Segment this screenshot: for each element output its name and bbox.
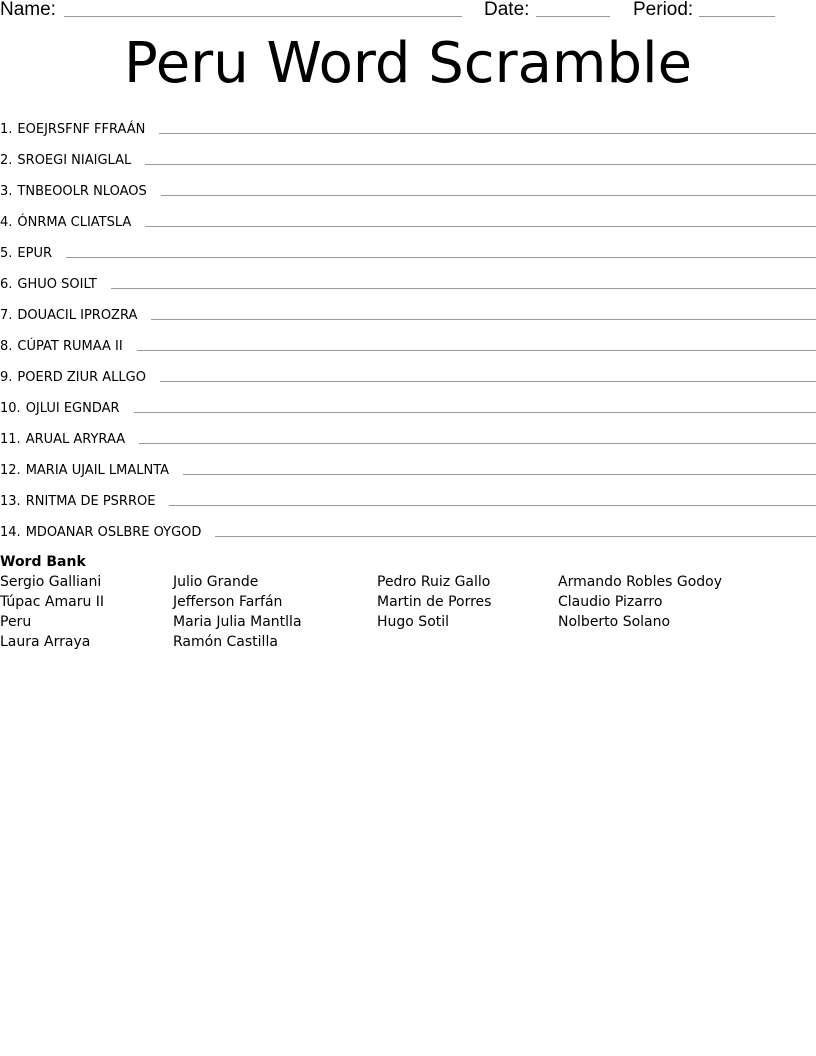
scrambled-word: OJLUI EGNDAR — [25, 401, 120, 416]
scrambled-word: CÚPAT RUMAA II — [17, 339, 123, 354]
word-bank-item: Ramón Castilla — [173, 634, 278, 650]
puzzle-row — [0, 389, 816, 420]
puzzle-row — [0, 296, 816, 327]
word-bank-item: Peru — [0, 614, 32, 630]
scrambled-word: SROEGI NIAIGLAL — [17, 153, 132, 168]
word-bank-item: Sergio Galliani — [0, 574, 102, 590]
puzzle-number: 1. — [0, 122, 13, 137]
word-bank-item: Hugo Sotil — [377, 614, 450, 630]
answer-line[interactable] — [161, 195, 816, 196]
puzzle-row — [0, 265, 816, 296]
scrambled-word: DOUACIL IPROZRA — [17, 308, 138, 323]
name-label: Name: — [0, 0, 56, 20]
answer-line[interactable] — [215, 536, 816, 537]
puzzle-number: 2. — [0, 153, 13, 168]
puzzle-number: 5. — [0, 246, 13, 261]
answer-line[interactable] — [137, 350, 816, 351]
puzzle-number: 6. — [0, 277, 13, 292]
word-bank-item: Maria Julia Mantlla — [173, 614, 302, 630]
puzzle-number: 7. — [0, 308, 13, 323]
word-bank-item: Julio Grande — [173, 574, 259, 590]
date-label: Date: — [484, 0, 530, 20]
period-label: Period: — [633, 0, 694, 20]
puzzle-row — [0, 203, 816, 234]
puzzle-number: 13. — [0, 494, 21, 509]
scrambled-word: RNITMA DE PSRROE — [25, 494, 156, 509]
answer-line[interactable] — [145, 226, 816, 227]
puzzle-number: 14. — [0, 525, 21, 540]
answer-line[interactable] — [111, 288, 816, 289]
answer-line[interactable] — [139, 443, 816, 444]
scrambled-word: EPUR — [17, 246, 53, 261]
word-bank-item: Laura Arraya — [0, 634, 91, 650]
answer-line[interactable] — [183, 474, 816, 475]
answer-line[interactable] — [160, 381, 816, 382]
word-bank — [0, 573, 816, 653]
answer-line[interactable] — [159, 133, 816, 134]
answer-line[interactable] — [145, 164, 816, 165]
puzzle-number: 10. — [0, 401, 21, 416]
scrambled-word: MARIA UJAIL LMALNTA — [25, 463, 170, 478]
scrambled-word: GHUO SOILT — [17, 277, 97, 292]
answer-line[interactable] — [151, 319, 816, 320]
word-bank-column — [377, 573, 491, 633]
period-input-line[interactable] — [699, 16, 775, 17]
puzzle-row — [0, 172, 816, 203]
puzzle-row — [0, 451, 816, 482]
word-bank-column — [558, 573, 722, 633]
answer-line[interactable] — [66, 257, 816, 258]
name-input-line[interactable] — [64, 16, 462, 17]
word-bank-column — [0, 573, 104, 653]
word-bank-item: Pedro Ruiz Gallo — [377, 574, 491, 590]
puzzle-row — [0, 327, 816, 358]
date-input-line[interactable] — [536, 16, 610, 17]
puzzle-number: 8. — [0, 339, 13, 354]
word-bank-item: Claudio Pizarro — [558, 594, 663, 610]
puzzle-row — [0, 110, 816, 141]
scrambled-word: ÓNRMA CLIATSLA — [17, 215, 132, 230]
answer-line[interactable] — [134, 412, 816, 413]
puzzle-number: 9. — [0, 370, 13, 385]
word-bank-item: Martin de Porres — [377, 594, 492, 610]
answer-line[interactable] — [169, 505, 816, 506]
puzzle-row — [0, 234, 816, 265]
puzzle-row — [0, 482, 816, 513]
scrambled-word: MDOANAR OSLBRE OYGOD — [25, 525, 202, 540]
puzzle-number: 11. — [0, 432, 21, 447]
puzzle-list — [0, 110, 816, 544]
puzzle-number: 12. — [0, 463, 21, 478]
word-bank-title: Word Bank — [0, 554, 86, 570]
puzzle-row — [0, 358, 816, 389]
page-title: Peru Word Scramble — [123, 31, 693, 96]
word-bank-item: Nolberto Solano — [558, 614, 671, 630]
word-bank-column — [173, 573, 302, 653]
scrambled-word: ARUAL ARYRAA — [25, 432, 126, 447]
word-bank-item: Armando Robles Godoy — [558, 574, 723, 590]
scrambled-word: TNBEOOLR NLOAOS — [17, 184, 147, 199]
scrambled-word: POERD ZIUR ALLGO — [17, 370, 146, 385]
word-bank-item: Túpac Amaru II — [0, 594, 105, 610]
puzzle-row — [0, 141, 816, 172]
student-info-header — [0, 0, 816, 22]
puzzle-row — [0, 420, 816, 451]
puzzle-number: 3. — [0, 184, 13, 199]
scrambled-word: EOEJRSFNF FFRAÁN — [17, 122, 146, 137]
puzzle-number: 4. — [0, 215, 13, 230]
word-bank-item: Jefferson Farfán — [173, 594, 283, 610]
puzzle-row — [0, 513, 816, 544]
